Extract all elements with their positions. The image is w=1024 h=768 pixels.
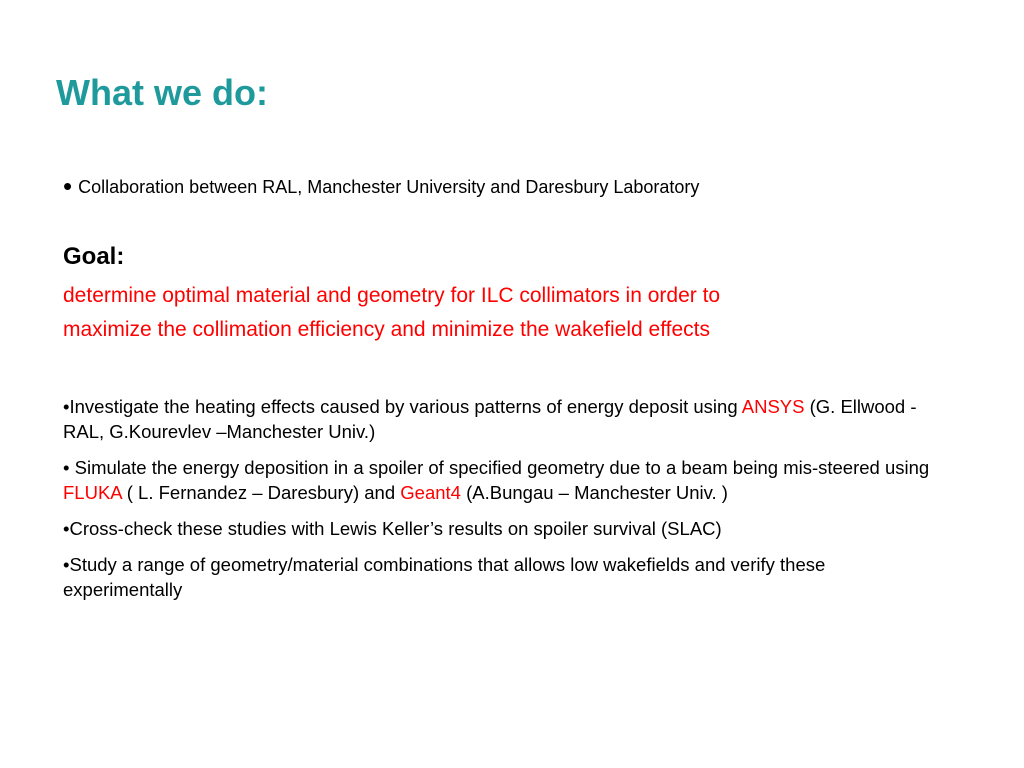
- task-text: ( L. Fernandez – Daresbury) and: [121, 482, 401, 503]
- slide-title: What we do:: [56, 72, 268, 113]
- task-text: (A.Bungau – Manchester Univ. ): [460, 482, 728, 503]
- tool-name-ansys: ANSYS: [741, 396, 805, 417]
- collaboration-item: [63, 172, 699, 201]
- task-text: •Study a range of geometry/material combinations that allows low wakefields and verify these experimentally: [63, 554, 826, 600]
- task-item-ansys: [63, 394, 943, 444]
- tool-name-fluka: FLUKA: [63, 482, 122, 503]
- tool-name-geant4: Geant4: [400, 482, 461, 503]
- task-list: [63, 394, 943, 613]
- goal-text: [63, 279, 943, 347]
- task-text: •Cross-check these studies with Lewis Keller’s results on spoiler survival (SLAC): [63, 518, 722, 539]
- bullet-icon: •: [63, 171, 73, 201]
- collaboration-text: Collaboration between RAL, Manchester University and Daresbury Laboratory: [78, 177, 700, 197]
- task-item-study: [63, 552, 943, 602]
- goal-line-2: maximize the collimation efficiency and minimize the wakefield effects: [63, 318, 711, 341]
- goal-line-1: determine optimal material and geometry for ILC collimators in order to: [63, 284, 721, 307]
- task-item-simulate: [63, 455, 943, 505]
- task-item-crosscheck: [63, 516, 943, 541]
- task-text: • Simulate the energy deposition in a spoiler of specified geometry due to a beam being mis-steered using: [63, 457, 930, 478]
- task-text: •Investigate the heating effects caused by various patterns of energy deposit using: [63, 396, 742, 417]
- task-text: (G. Ellwood -RAL, G.Kourevlev –Manchester Univ.): [63, 396, 917, 442]
- goal-heading: Goal:: [63, 243, 125, 270]
